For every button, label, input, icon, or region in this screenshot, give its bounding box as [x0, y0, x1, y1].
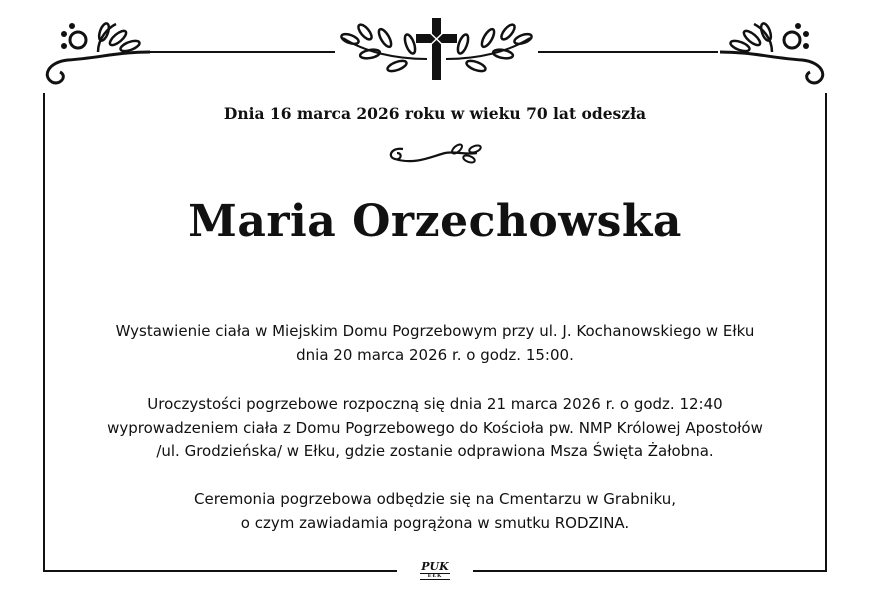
- corner-flourish-icon: [717, 18, 832, 88]
- frame-bottom-border-left: [43, 570, 397, 572]
- viewing-paragraph: [45, 320, 825, 367]
- deceased-name: Maria Orzechowska: [188, 196, 682, 247]
- divider-flourish-icon: [385, 143, 485, 167]
- paragraph-line: /ul. Grodzieńska/ w Ełku, gdzie zostanie odprawiona Msza Święta Żałobna.: [156, 442, 714, 460]
- burial-paragraph: [45, 488, 825, 535]
- logo-sub-text: EŁK: [420, 573, 450, 580]
- funeral-ceremony-paragraph: [45, 393, 825, 464]
- puk-logo: [405, 561, 465, 580]
- frame-right-border: [825, 93, 827, 571]
- frame-top-line-left: [150, 51, 335, 53]
- paragraph-line: wyprowadzeniem ciała z Domu Pogrzebowego do Kościoła pw. NMP Królowej Apostołów: [107, 418, 763, 437]
- paragraph-line: dnia 20 marca 2026 r. o godz. 15:00.: [296, 345, 574, 364]
- cross-laurel-icon: [335, 14, 540, 80]
- paragraph-line: Wystawienie ciała w Miejskim Domu Pogrzebowym przy ul. J. Kochanowskiego w Ełku: [115, 322, 755, 340]
- logo-main-text: PUK: [421, 560, 449, 573]
- paragraph-line: Ceremonia pogrzebowa odbędzie się na Cmentarzu w Grabniku,: [194, 490, 676, 508]
- paragraph-line: Uroczystości pogrzebowe rozpoczną się dnia 21 marca 2026 r. o godz. 12:40: [147, 395, 723, 413]
- paragraph-line: o czym zawiadamia pogrążona w smutku RODZINA.: [240, 513, 630, 532]
- frame-bottom-border-right: [473, 570, 827, 572]
- death-announcement-line: Dnia 16 marca 2026 roku w wieku 70 lat odeszła: [223, 104, 647, 123]
- corner-flourish-icon: [38, 18, 153, 88]
- frame-top-line-right: [538, 51, 718, 53]
